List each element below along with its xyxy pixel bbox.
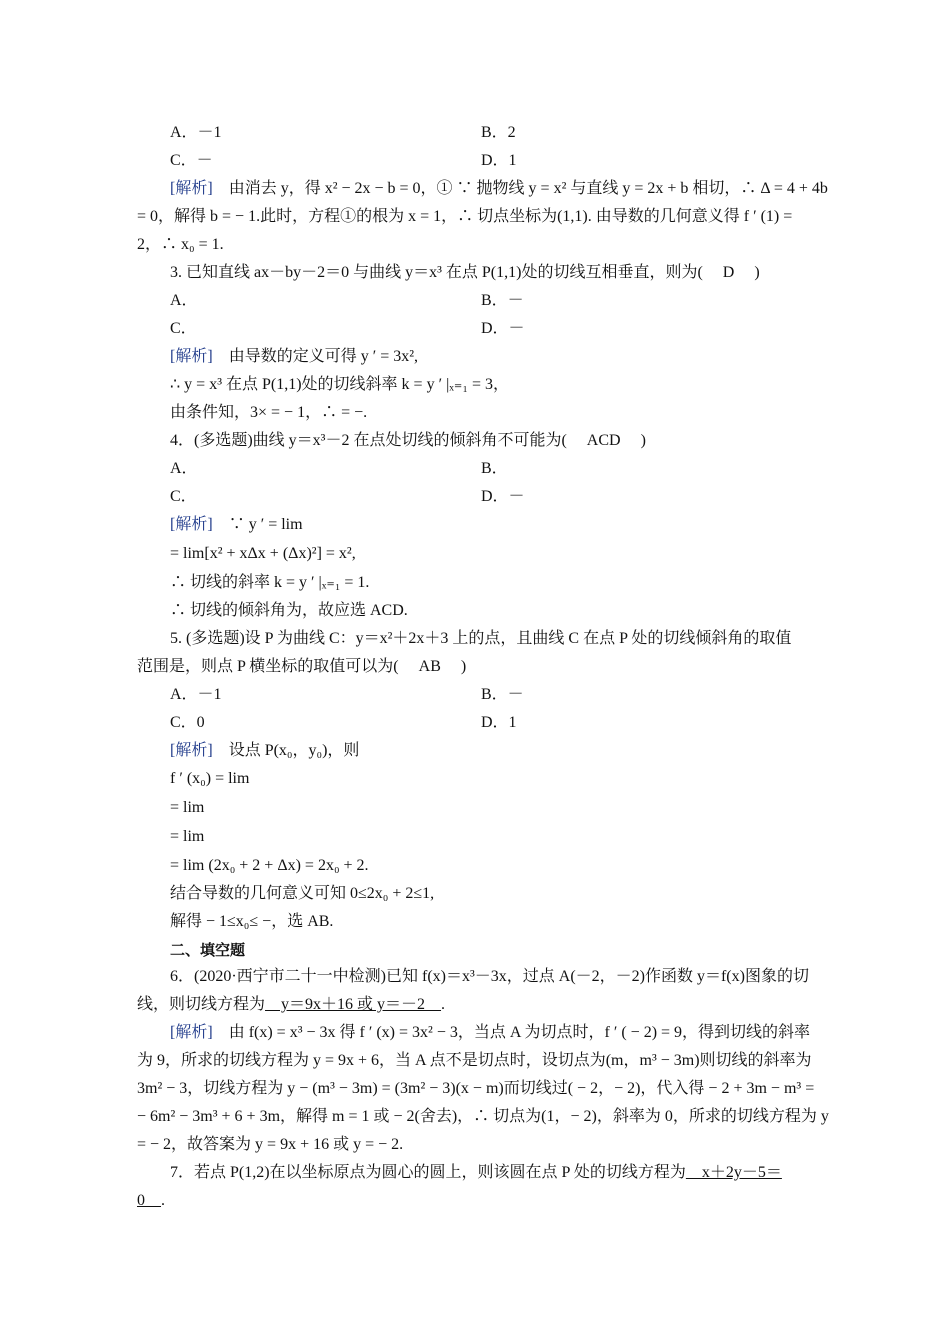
q5-stem-line-2: 范围是，则点 P 横坐标的取值可以为( AB ) [137,658,467,675]
q4-stem: 4．(多选题)曲线 y＝x³－2 在点处切线的倾斜角不可能为( ACD ) [170,432,646,449]
q2-option-c: C．－ [170,152,213,169]
q6-explanation-line-3: 3m² − 3，切线方程为 y − (m³ − 3m) = (3m² − 3)(x − m)而切线过( − 2，− 2)，代入得 − 2 + 3m − m³ = [137,1080,815,1097]
analysis-tag: [解析] [170,348,213,365]
q3-option-b: B．－ [481,292,524,309]
q5-option-d: D．1 [481,714,517,731]
q3-option-c: C． [170,320,197,337]
q5-stem-line-1: 5. (多选题)设 P 为曲线 C：y＝x²＋2x＋3 上的点，且曲线 C 在点 P 处的切线倾斜角的取值 [170,630,792,647]
q7-answer-blank-part-1: x＋2y－5＝ [685,1164,782,1181]
q4-option-d: D．－ [481,488,525,505]
q2-explanation-line-3: 2，∴ x₀ = 1. [137,236,224,253]
q3-option-d: D．－ [481,320,525,337]
q3-explanation-line-3: 由条件知，3× = − 1，∴ = −. [170,404,368,421]
q4-explanation-line-1: [解析] ∵ y ′ = lim [170,516,303,533]
q4-explanation-line-3: ∴ 切线的斜率 k = y ′ |ₓ₌₁ = 1. [170,574,370,591]
q6-explanation-line-2: 为 9，所求的切线方程为 y = 9x + 6，当 A 点不是切点时，设切点为(m，m³ − 3m)则切线的斜率为 [137,1052,812,1069]
q5-explanation-line-6: 结合导数的几何意义可知 0≤2x₀ + 2≤1, [170,885,435,902]
q3-explanation-line-1: [解析] 由导数的定义可得 y ′ = 3x², [170,348,419,365]
q3-explanation-line-2: ∴ y = x³ 在点 P(1,1)处的切线斜率 k = y ′ |ₓ₌₁ = 3， [170,376,509,393]
analysis-tag: [解析] [170,1024,213,1041]
analysis-tag: [解析] [170,516,213,533]
q5-option-b: B．－ [481,686,524,703]
q3-option-a: A． [170,292,198,309]
q4-option-b: B． [481,460,508,477]
q6-explanation-line-4: − 6m² − 3m³ + 6 + 3m，解得 m = 1 或 − 2(舍去)，∴ 切点为(1，− 2)，斜率为 0，所求的切线方程为 y [137,1108,829,1125]
q6-answer-blank: y＝9x＋16 或 y＝－2 [265,996,442,1013]
q4-option-c: C． [170,488,197,505]
q5-explanation-line-4: = lim [170,828,205,845]
q5-explanation-line-1: [解析] 设点 P(x₀，y₀)，则 [170,742,360,759]
q7-stem-line-1: 7．若点 P(1,2)在以坐标原点为圆心的圆上，则该圆在点 P 处的切线方程为 x＋2y－5＝ [170,1164,782,1181]
q5-explanation-line-5: = lim (2x₀ + 2 + Δx) = 2x₀ + 2. [170,857,369,874]
q4-option-a: A． [170,460,198,477]
analysis-tag: [解析] [170,180,213,197]
analysis-tag: [解析] [170,742,213,759]
q2-explanation-line-2: = 0，解得 b = − 1.此时，方程①的根为 x = 1，∴ 切点坐标为(1,1). 由导数的几何意义得 f ′ (1) = [137,208,793,225]
q2-explanation-line-1: [解析] 由消去 y，得 x² − 2x − b = 0，① ∵ 抛物线 y = x² 与直线 y = 2x + b 相切，∴ Δ = 4 + 4b [170,180,828,197]
q7-answer-blank-part-2: 0 [137,1192,162,1209]
q5-option-a: A．－1 [170,686,222,703]
q5-explanation-line-2: f ′ (x₀) = lim [170,770,250,787]
q4-explanation-line-2: = lim[x² + xΔx + (Δx)²] = x², [170,545,356,562]
q5-option-c: C．0 [170,714,205,731]
q6-explanation-line-1: [解析] 由 f(x) = x³ − 3x 得 f ′ (x) = 3x² − 3，当点 A 为切点时，f ′ ( − 2) = 9，得到切线的斜率 [170,1024,811,1041]
q5-explanation-line-7: 解得 − 1≤x₀≤ −，选 AB. [170,913,334,930]
q4-explanation-line-4: ∴ 切线的倾斜角为，故应选 ACD. [170,602,408,619]
q3-stem: 3. 已知直线 ax－by－2＝0 与曲线 y＝x³ 在点 P(1,1)处的切线互相垂直，则为( D ) [170,264,760,281]
q6-explanation-line-5: = − 2，故答案为 y = 9x + 16 或 y = − 2. [137,1136,404,1153]
q6-stem-line-1: 6．(2020·西宁市二十一中检测)已知 f(x)＝x³－3x，过点 A(－2，－2)作函数 y＝f(x)图象的切 [170,968,809,985]
q2-option-d: D．1 [481,152,517,169]
q7-stem-line-2: 0 . [137,1192,166,1209]
q5-explanation-line-3: = lim [170,799,205,816]
q2-option-a: A．－1 [170,124,222,141]
q6-stem-line-2: 线，则切线方程为 y＝9x＋16 或 y＝－2 . [137,996,446,1013]
section-heading-fill-in: 二、填空题 [170,941,246,959]
q2-option-b: B．2 [481,124,516,141]
